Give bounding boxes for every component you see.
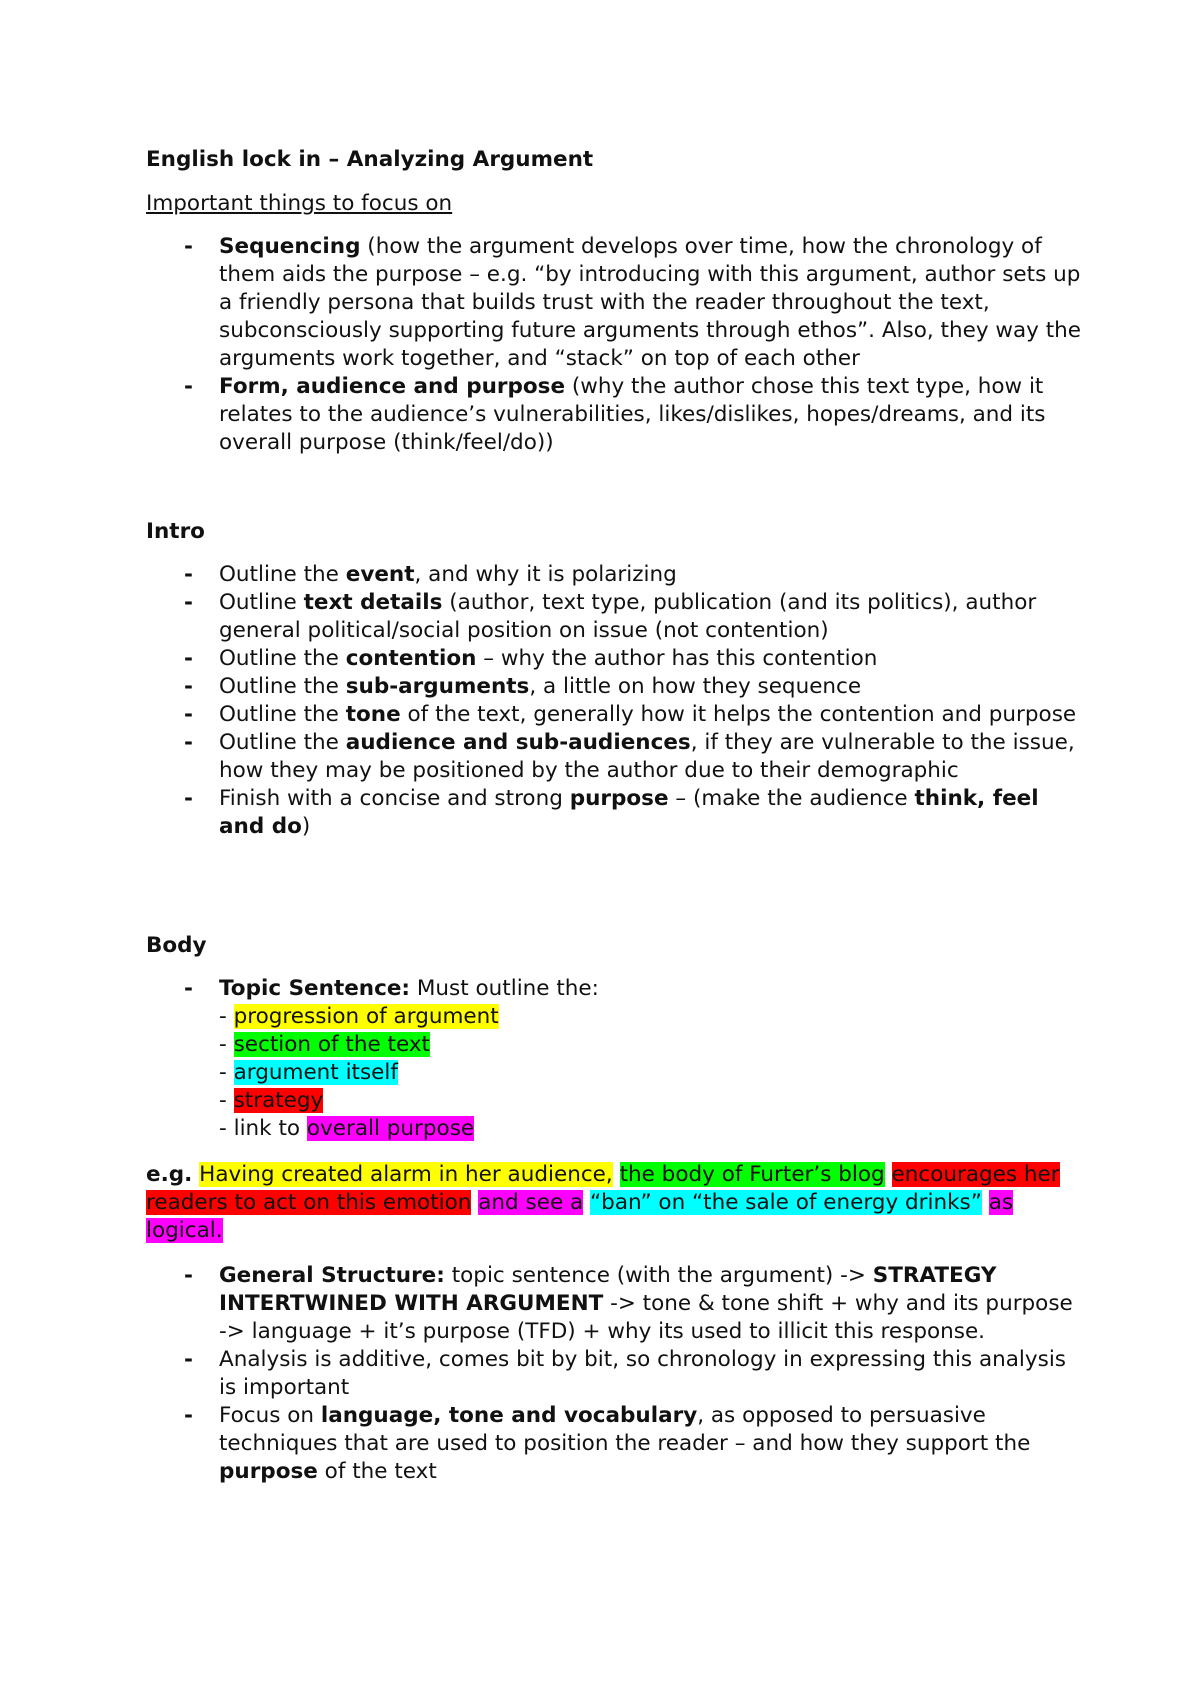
item-bold: General Structure:	[219, 1263, 445, 1288]
dash-bullet: -	[184, 1403, 193, 1428]
dash-bullet: -	[184, 702, 193, 727]
item-text: , and why it is polarizing	[414, 562, 677, 587]
highlight-red: strategy	[233, 1088, 324, 1113]
list-item	[146, 645, 1086, 673]
topic-part	[219, 1115, 1086, 1143]
item-bold: Form, audience and purpose	[219, 374, 566, 399]
dash-bullet: -	[184, 562, 193, 587]
part-prefix: -	[219, 1088, 234, 1113]
dash-bullet: -	[184, 1347, 193, 1372]
item-bold: language, tone and vocabulary	[320, 1403, 698, 1428]
dash-bullet: -	[184, 374, 193, 399]
part-prefix: - link to	[219, 1116, 307, 1141]
topic-part	[219, 1031, 1086, 1059]
item-text: – why the author has this contention	[476, 646, 878, 671]
topic-label: Topic Sentence:	[219, 976, 411, 1001]
item-bold: Sequencing	[219, 234, 361, 259]
dash-bullet: -	[184, 1263, 193, 1288]
example-label: e.g.	[146, 1162, 193, 1187]
item-text: Analysis is additive, comes bit by bit, so chronology in expressing this analysis is important	[219, 1347, 1067, 1400]
list-item	[146, 561, 1086, 589]
body-heading: Body	[146, 933, 207, 958]
item-text: -> tone & tone shift + why and its purpose -> language + it’s purpose (TFD) + why its used to illicit this response.	[219, 1291, 1073, 1344]
item-text: , if they are vulnerable to the issue, how they may be positioned by the author due to their demographic	[219, 730, 1075, 783]
body-list	[146, 1262, 1086, 1486]
topic-part	[219, 1003, 1086, 1031]
item-bold: think, feel and do	[219, 786, 1039, 839]
highlight-magenta: as logical.	[146, 1190, 1014, 1243]
item-text: (author, text type, publication (and its politics), author general political/social position on issue (not contention)	[219, 590, 1037, 643]
highlight-cyan: argument itself	[233, 1060, 398, 1085]
list-item	[146, 589, 1086, 645]
item-text: Outline the	[219, 674, 346, 699]
item-bold: purpose	[569, 786, 669, 811]
part-prefix: -	[219, 1032, 234, 1057]
highlight-cyan: “ban” on “the sale of energy drinks”	[590, 1190, 982, 1215]
list-item	[146, 1402, 1086, 1486]
part-prefix: -	[219, 1004, 234, 1029]
item-bold: audience and sub-audiences	[345, 730, 691, 755]
intro-heading: Intro	[146, 519, 205, 544]
list-item	[146, 729, 1086, 785]
dash-bullet: -	[184, 234, 193, 259]
item-text: Outline the	[219, 702, 346, 727]
dash-bullet: -	[184, 590, 193, 615]
item-bold: STRATEGY INTERTWINED WITH ARGUMENT	[219, 1263, 997, 1316]
list-item	[146, 233, 1086, 373]
item-text: Focus on	[219, 1403, 321, 1428]
highlight-green: section of the text	[233, 1032, 430, 1057]
item-text: of the text, generally how it helps the contention and purpose	[400, 702, 1077, 727]
item-bold: purpose	[219, 1459, 318, 1484]
item-text: Must outline the:	[410, 976, 599, 1001]
highlight-yellow: progression of argument	[233, 1004, 499, 1029]
item-text: Outline the	[219, 646, 346, 671]
item-text: Finish with a concise and strong	[219, 786, 570, 811]
item-bold: text details	[303, 590, 443, 615]
item-text: of the text	[317, 1459, 437, 1484]
intro-list	[146, 561, 1086, 841]
topic-part	[219, 1059, 1086, 1087]
list-item	[146, 1262, 1086, 1346]
highlight-magenta: and see a	[478, 1190, 584, 1215]
topic-list	[146, 975, 1086, 1143]
document-title: English lock in – Analyzing Argument	[146, 147, 594, 172]
item-text: (how the argument develops over time, how the chronology of them aids the purpose – e.g. “by introducing with this argument, author sets up a friendly persona that builds trust with the reader throughout the text, subconsciously supporting future arguments through ethos”. Also, they way the arguments work together, and “stack” on top of each other	[219, 234, 1081, 371]
highlight-red: encourages her readers to act on this emotion	[146, 1162, 1060, 1215]
item-text: (why the author chose this text type, how it relates to the audience’s vulnerabilities, likes/dislikes, hopes/dreams, and its overall purpose (think/feel/do))	[219, 374, 1046, 455]
dash-bullet: -	[184, 730, 193, 755]
dash-bullet: -	[184, 646, 193, 671]
item-bold: tone	[345, 702, 401, 727]
item-text: Outline	[219, 590, 304, 615]
dash-bullet: -	[184, 786, 193, 811]
highlight-yellow: Having created alarm in her audience,	[199, 1162, 613, 1187]
item-text: Outline the	[219, 730, 346, 755]
section-subtitle: Important things to focus on	[146, 191, 453, 216]
item-text: )	[301, 814, 311, 839]
list-item	[146, 785, 1086, 841]
part-prefix: -	[219, 1060, 234, 1085]
item-bold: contention	[345, 646, 477, 671]
highlight-magenta: overall purpose	[306, 1116, 475, 1141]
list-item	[146, 673, 1086, 701]
item-text: , as opposed to persuasive techniques that are used to position the reader – and how they support the	[219, 1403, 1031, 1456]
topic-part	[219, 1087, 1086, 1115]
dash-bullet: -	[184, 674, 193, 699]
list-item	[146, 373, 1086, 457]
list-item	[146, 1346, 1086, 1402]
highlight-green: the body of Furter’s blog	[619, 1162, 885, 1187]
item-text: – (make the audience	[668, 786, 915, 811]
item-text: , a little on how they sequence	[529, 674, 862, 699]
item-text: Outline the	[219, 562, 346, 587]
item-text: topic sentence (with the argument) ->	[444, 1263, 873, 1288]
item-bold: sub-arguments	[345, 674, 530, 699]
item-bold: event	[345, 562, 415, 587]
example-paragraph	[146, 1161, 1066, 1245]
dash-bullet: -	[184, 976, 193, 1001]
list-item	[146, 975, 1086, 1143]
focus-list	[146, 233, 1086, 457]
list-item	[146, 701, 1086, 729]
